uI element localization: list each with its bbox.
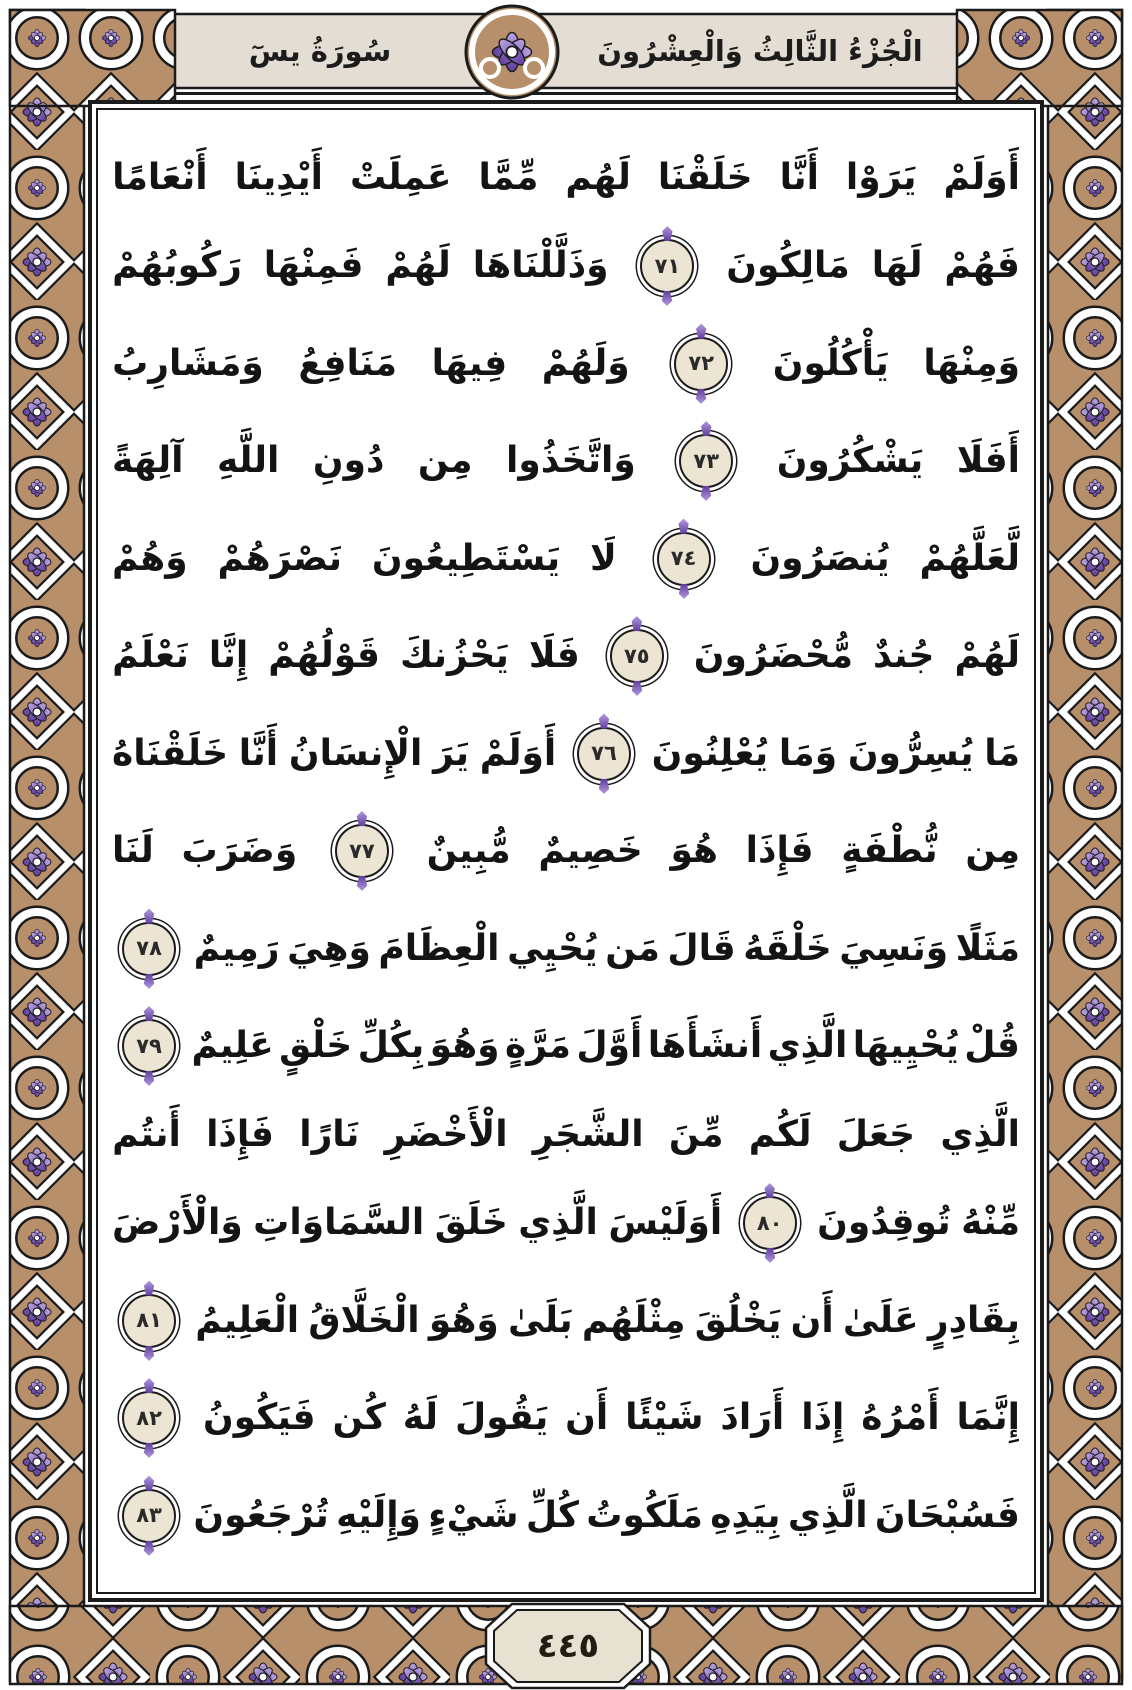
quran-word: تُوقِدُونَ [817, 1202, 951, 1243]
quran-word: خَلَقْنَاهُ [112, 732, 229, 774]
quran-line-8 [106, 824, 1026, 878]
quran-word: مِن [965, 830, 1020, 871]
verse-number: ٧٥ [623, 643, 650, 668]
quran-word: بِيَدِهِ [710, 1494, 781, 1536]
quran-word: قُلْ [964, 1025, 1020, 1066]
quran-word: فَإِذَا [206, 1113, 274, 1155]
quran-word: يَرَوْا [845, 156, 917, 198]
verse-end-medallion [122, 1294, 176, 1348]
quran-word: وَهُوَ [428, 1299, 499, 1341]
quran-word: عَمِلَتْ [349, 156, 452, 198]
quran-word: مُّحْضَرُونَ [693, 635, 854, 676]
quran-text-block [106, 116, 1026, 1586]
top-left-corner-ornament [10, 10, 175, 106]
quran-word: يَحْزُنكَ [399, 635, 509, 676]
quran-word: بَلَىٰ [508, 1299, 573, 1341]
quran-word: فَسُبْحَانَ [874, 1494, 1020, 1536]
quran-word: شَيْئًا [625, 1397, 704, 1438]
quran-word: خَلْقَهُ [743, 927, 832, 969]
quran-word: أَنَّا [779, 156, 819, 198]
quran-word: مَثَلًا [955, 927, 1020, 969]
quran-word: مَالِكُونَ [726, 245, 850, 286]
verse-end-medallion [335, 824, 389, 878]
quran-word: يَأْكُلُونَ [772, 342, 889, 384]
quran-word: أَنشَأَهَا [647, 1025, 763, 1066]
quran-word: اللَّهِ [216, 440, 280, 481]
quran-line-11 [106, 1113, 1026, 1155]
left-border-band [10, 10, 84, 1680]
quran-line-2 [106, 239, 1026, 293]
top-right-corner-ornament [957, 10, 1122, 106]
quran-word: فَمِنْهَا [263, 245, 364, 286]
quran-word: وَذَلَّلْنَاهَا [472, 245, 609, 286]
quran-word: قَوْلُهُمْ [268, 635, 380, 676]
quran-word: يَقُولَ [455, 1397, 549, 1438]
quran-word: كُن [332, 1397, 386, 1438]
quran-word: أَنَّا [238, 732, 279, 774]
verse-end-medallion [122, 922, 176, 976]
quran-word: لَهُم [565, 156, 631, 198]
quran-word: قَالَ [667, 927, 736, 969]
quran-line-12 [106, 1196, 1026, 1250]
quran-word: عَلِيمٌ [191, 1025, 274, 1066]
verse-number: ٧٨ [136, 936, 162, 960]
quran-word: لَهُ [402, 1397, 439, 1438]
quran-word: يُحْيِي [507, 927, 598, 969]
quran-word: إِذَا [801, 1397, 845, 1438]
page-number: ٤٤٥ [536, 1626, 600, 1666]
quran-word: وَمَا [778, 732, 838, 774]
quran-word: مَن [605, 927, 660, 969]
quran-word: وَمِنْهَا [923, 342, 1020, 384]
verse-end-medallion [122, 1019, 176, 1073]
quran-word: أَوَّلَ [576, 1025, 643, 1066]
verse-end-medallion [122, 1391, 176, 1445]
quran-word: رَكُوبُهُمْ [112, 245, 242, 286]
quran-word: أَن [790, 1299, 834, 1341]
quran-word: يُسِرُّونَ [847, 732, 974, 774]
quran-word: الَّذِي [767, 1025, 848, 1066]
quran-line-6 [106, 629, 1026, 683]
quran-word: فَإِذَا [745, 830, 814, 871]
verse-end-medallion [577, 727, 631, 781]
header-center-ornament [466, 6, 558, 98]
quran-word: إِنَّا [208, 635, 249, 676]
verse-number: ٧٩ [136, 1033, 162, 1058]
verse-number: ٧٢ [688, 351, 715, 375]
quran-word: خَلَقْنَا [657, 156, 753, 198]
quran-word: شَيْءٍ [428, 1494, 519, 1536]
quran-word: فِيهَا [431, 342, 508, 384]
verse-number: ٧١ [654, 253, 681, 278]
verse-number: ٨٣ [136, 1503, 162, 1527]
verse-end-medallion [674, 337, 728, 391]
quran-word: بِكُلِّ [357, 1025, 425, 1066]
quran-word: مِن [417, 440, 473, 481]
quran-word: أَوَلَمْ [943, 156, 1020, 198]
quran-word: أَنتُم [112, 1113, 181, 1155]
quran-word: يَسْتَطِيعُونَ [371, 537, 561, 579]
quran-word: لَهُمْ [954, 635, 1020, 676]
quran-word: وَاتَّخَذُوا [506, 440, 636, 481]
verse-number: ٨٢ [136, 1405, 162, 1430]
quran-line-15 [106, 1489, 1026, 1543]
quran-word: مَنَافِعُ [298, 342, 398, 384]
quran-word: يَخْلُقَ [694, 1299, 782, 1341]
quran-word: الَّذِي [787, 1494, 868, 1536]
quran-word: وَلَهُمْ [541, 342, 630, 384]
quran-line-1 [106, 156, 1026, 198]
quran-word: جَعَلَ [836, 1113, 916, 1155]
quran-word: وَهِيَ [287, 927, 371, 969]
quran-word: نُّطْفَةٍ [841, 830, 938, 871]
quran-word: نَصْرَهُمْ [217, 537, 343, 579]
quran-word: عَلَىٰ [842, 1299, 919, 1341]
verse-end-medallion [679, 434, 733, 488]
juz-title: الْجُزْءُ الثَّالِثُ وَالْعِشْرُونَ [597, 34, 923, 68]
quran-word: إِنَّمَا [956, 1397, 1020, 1438]
quran-word: جُندٌ [873, 635, 935, 676]
verse-end-medallion [122, 1489, 176, 1543]
quran-line-14 [106, 1391, 1026, 1445]
quran-word: الْعِظَامَ [378, 927, 500, 969]
quran-word: مِّمَّا [478, 156, 539, 198]
verse-end-medallion [640, 239, 694, 293]
quran-line-13 [106, 1294, 1026, 1348]
quran-word: السَّمَاوَاتِ [253, 1202, 425, 1243]
verse-number: ٨١ [136, 1308, 162, 1332]
quran-line-7 [106, 727, 1026, 781]
quran-word: وَنَسِيَ [839, 927, 949, 969]
quran-line-9 [106, 922, 1026, 976]
verse-number: ٨٠ [756, 1210, 783, 1235]
quran-word: وَإِلَيْهِ [336, 1494, 421, 1536]
quran-word: مِثْلَهُم [581, 1299, 686, 1341]
quran-line-3 [106, 337, 1026, 391]
quran-word: فَلَا [528, 635, 580, 676]
quran-word: مُّبِينٌ [426, 830, 511, 871]
quran-word: يَرَ [433, 732, 470, 774]
verse-end-medallion [610, 629, 664, 683]
quran-word: الشَّجَرِ [532, 1113, 644, 1155]
quran-text-frame [88, 100, 1044, 1602]
quran-word: الَّذِي [940, 1113, 1020, 1155]
verse-number: ٧٣ [693, 448, 720, 473]
quran-word: أَنْعَامًا [112, 156, 208, 198]
right-border-band [1048, 10, 1122, 1680]
quran-word: يَشْكُرُونَ [776, 440, 924, 481]
quran-word: لَهُمْ [385, 245, 451, 286]
quran-word: الْأَخْضَرِ [384, 1113, 508, 1155]
verse-number: ٧٧ [349, 838, 375, 863]
quran-word: مَا [984, 732, 1020, 774]
quran-word: خَلَقَ [434, 1202, 508, 1243]
quran-word: آلِهَةً [112, 440, 184, 481]
verse-end-medallion [657, 532, 711, 586]
quran-word: مِّنَ [668, 1113, 724, 1155]
quran-word: تُرْجَعُونَ [193, 1494, 329, 1536]
quran-word: يُحْيِيهَا [852, 1025, 959, 1066]
quran-word: أَفَلَا [956, 440, 1020, 481]
verse-number: ٧٦ [591, 741, 617, 765]
quran-word: مَرَّةٍ [504, 1025, 571, 1066]
quran-word: وَضَرَبَ [181, 830, 298, 871]
quran-word: أَمْرُهُ [861, 1397, 940, 1438]
quran-word: كُلِّ [525, 1494, 579, 1536]
quran-word: وَهُمْ [112, 537, 188, 579]
quran-word: أَوَلَيْسَ [608, 1202, 723, 1243]
quran-word: لَّعَلَّهُمْ [919, 537, 1020, 579]
quran-word: لَنَا [112, 830, 154, 871]
quran-word: وَالْأَرْضَ [112, 1202, 243, 1243]
quran-line-4 [106, 434, 1026, 488]
quran-word: دُونِ [312, 440, 385, 481]
quran-word: أَيْدِينَا [234, 156, 323, 198]
quran-word: لَهَا [871, 245, 923, 286]
quran-word: هُوَ [670, 830, 718, 871]
quran-word: أَوَلَمْ [479, 732, 557, 774]
quran-word: أَن [565, 1397, 609, 1438]
quran-word: مِّنْهُ [961, 1202, 1020, 1243]
quran-word: رَمِيمٌ [193, 927, 280, 969]
quran-word: خَصِيمٌ [538, 830, 643, 871]
quran-word: فَهُمْ [944, 245, 1020, 286]
quran-word: مَلَكُوتُ [586, 1494, 703, 1536]
quran-word: يُعْلِنُونَ [651, 732, 769, 774]
quran-word: يُنصَرُونَ [750, 537, 890, 579]
quran-word: فَيَكُونُ [203, 1397, 316, 1438]
quran-word: الَّذِي [518, 1202, 598, 1243]
quran-word: الْإِنسَانُ [288, 732, 423, 774]
quran-line-5 [106, 532, 1026, 586]
quran-word: نَعْلَمُ [112, 635, 189, 676]
quran-word: الْعَلِيمُ [195, 1299, 300, 1341]
quran-word: وَهُوَ [429, 1025, 500, 1066]
quran-word: خَلْقٍ [279, 1025, 353, 1066]
quran-word: وَمَشَارِبُ [112, 342, 264, 384]
quran-word: لَا [589, 537, 617, 579]
quran-line-10 [106, 1019, 1026, 1073]
verse-number: ٧٤ [670, 546, 697, 570]
quran-word: لَكُم [748, 1113, 812, 1155]
surah-title: سُورَةُ يسٓ [248, 34, 392, 68]
quran-word: بِقَادِرٍ [927, 1299, 1020, 1341]
quran-word: نَارًا [299, 1113, 360, 1155]
quran-word: أَرَادَ [720, 1397, 785, 1438]
verse-end-medallion [743, 1196, 797, 1250]
quran-word: الْخَلَّاقُ [308, 1299, 420, 1341]
